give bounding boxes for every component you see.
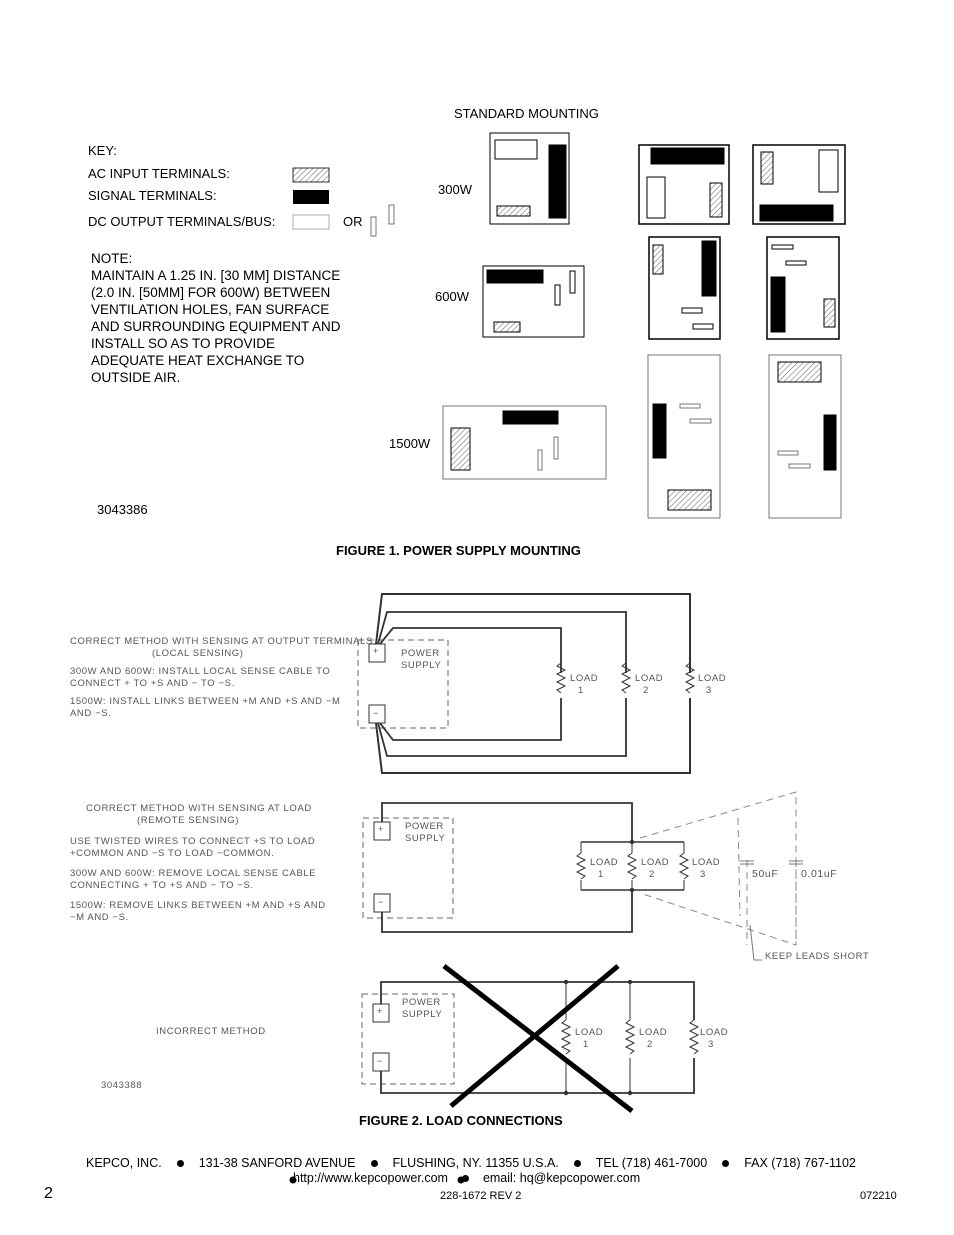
load-label: LOAD 2 <box>641 857 670 880</box>
note-line: −M AND −S. <box>70 911 129 923</box>
plus-terminal: + <box>378 824 384 834</box>
load-label: LOAD 1 <box>590 857 619 880</box>
footer-contact-line <box>86 1156 856 1170</box>
label-300w: 300W <box>438 182 472 197</box>
label-1500w: 1500W <box>389 436 431 451</box>
dc-output-swatch <box>293 215 329 229</box>
bullet-icon <box>574 1160 581 1167</box>
fax: FAX (718) 767-1102 <box>744 1156 856 1170</box>
cap-50uf-label: 50uF <box>752 868 779 880</box>
note-line: OUTSIDE AIR. <box>91 370 181 385</box>
note-line: (REMOTE SENSING) <box>137 814 239 826</box>
city-address: FLUSHING, NY. 11355 U.S.A. <box>392 1156 559 1170</box>
load-label: LOAD 2 <box>635 673 664 696</box>
page-number: 2 <box>44 1185 53 1202</box>
load-label: LOAD 2 <box>639 1027 668 1050</box>
note-line: USE TWISTED WIRES TO CONNECT +S TO LOAD <box>70 836 316 847</box>
ac-input-swatch <box>293 168 329 182</box>
load-label: LOAD 3 <box>698 673 727 696</box>
note-line: ADEQUATE HEAT EXCHANGE TO <box>91 353 305 368</box>
note-line: (LOCAL SENSING) <box>152 647 244 659</box>
dc-output-label: DC OUTPUT TERMINALS/BUS: <box>88 214 276 229</box>
note-line: INSTALL SO AS TO PROVIDE <box>91 336 276 351</box>
mount-1500w <box>443 355 841 518</box>
note-line: (2.0 IN. [50MM] FOR 600W) BETWEEN <box>91 285 331 300</box>
note-line: CORRECT METHOD WITH SENSING AT LOAD <box>86 803 312 814</box>
load-label: LOAD 1 <box>570 673 599 696</box>
minus-terminal: − <box>373 708 379 718</box>
minus-terminal: − <box>378 897 384 907</box>
note-line: CONNECTING + TO +S AND − TO −S. <box>70 879 254 891</box>
note-line: CORRECT METHOD WITH SENSING AT OUTPUT TERMINALS <box>70 636 373 647</box>
power-supply-label: POWER SUPPLY <box>401 648 442 671</box>
standard-mounting-label: STANDARD MOUNTING <box>454 106 599 121</box>
minus-terminal: − <box>377 1056 383 1066</box>
remote-sensing-note <box>70 803 326 923</box>
note-line: AND −S. <box>70 707 112 719</box>
mount-300w <box>490 133 845 224</box>
local-sensing-note <box>70 636 373 719</box>
note-line: MAINTAIN A 1.25 IN. [30 MM] DISTANCE <box>91 268 341 283</box>
cap-001uf-label: 0.01uF <box>801 868 838 880</box>
ac-input-label: AC INPUT TERMINALS: <box>88 166 230 181</box>
company-name: KEPCO, INC. <box>86 1156 162 1170</box>
plus-terminal: + <box>373 646 379 656</box>
incorrect-method-label: INCORRECT METHOD <box>156 1026 266 1037</box>
or-label: OR <box>343 214 363 229</box>
note-line: 1500W: REMOVE LINKS BETWEEN +M AND +S AND <box>70 900 326 911</box>
document-number: 228-1672 REV 2 <box>440 1190 522 1202</box>
website-link[interactable]: http://www.kepcopower.com <box>293 1171 448 1185</box>
drawing-number-fig1: 3043386 <box>97 502 148 517</box>
mount-600w <box>483 237 839 339</box>
footer-web-line <box>293 1171 640 1185</box>
bullet-icon <box>371 1160 378 1167</box>
email-link[interactable]: email: hq@kepcopower.com <box>482 1171 641 1185</box>
note-line: AND SURROUNDING EQUIPMENT AND <box>91 319 341 334</box>
power-supply-label: POWER SUPPLY <box>405 821 446 844</box>
figure1-caption: FIGURE 1. POWER SUPPLY MOUNTING <box>336 543 581 558</box>
signal-label: SIGNAL TERMINALS: <box>88 188 217 203</box>
plus-terminal: + <box>377 1006 383 1016</box>
load-label: LOAD 3 <box>700 1027 729 1050</box>
mounting-note <box>91 250 341 386</box>
load-label: LOAD 3 <box>692 857 721 880</box>
note-line: NOTE: <box>91 251 133 266</box>
signal-swatch <box>293 190 329 204</box>
power-supply-label: POWER SUPPLY <box>402 997 443 1020</box>
bullet-icon <box>177 1160 184 1167</box>
bullet-icon <box>722 1160 729 1167</box>
keep-leads-short-label: KEEP LEADS SHORT <box>765 951 870 962</box>
remote-sensing-diagram <box>363 792 803 960</box>
note-line: 1500W: INSTALL LINKS BETWEEN +M AND +S AND −M <box>70 696 341 707</box>
drawing-number-fig2: 3043388 <box>101 1080 143 1091</box>
note-line: VENTILATION HOLES, FAN SURFACE <box>91 302 330 317</box>
note-line: 300W AND 600W: REMOVE LOCAL SENSE CABLE <box>70 868 317 879</box>
label-600w: 600W <box>435 289 469 304</box>
note-line: CONNECT + TO +S AND − TO −S. <box>70 677 235 689</box>
street-address: 131-38 SANFORD AVENUE <box>198 1156 356 1170</box>
bullet-icon <box>462 1175 469 1182</box>
document-date: 072210 <box>860 1190 897 1202</box>
key-label: KEY: <box>88 143 117 158</box>
telephone: TEL (718) 461-7000 <box>595 1156 708 1170</box>
figure2-caption: FIGURE 2. LOAD CONNECTIONS <box>359 1113 563 1128</box>
load-label: LOAD 1 <box>575 1027 604 1050</box>
note-line: +COMMON AND −S TO LOAD −COMMON. <box>70 847 275 859</box>
note-line: 300W AND 600W: INSTALL LOCAL SENSE CABLE TO <box>70 666 331 677</box>
